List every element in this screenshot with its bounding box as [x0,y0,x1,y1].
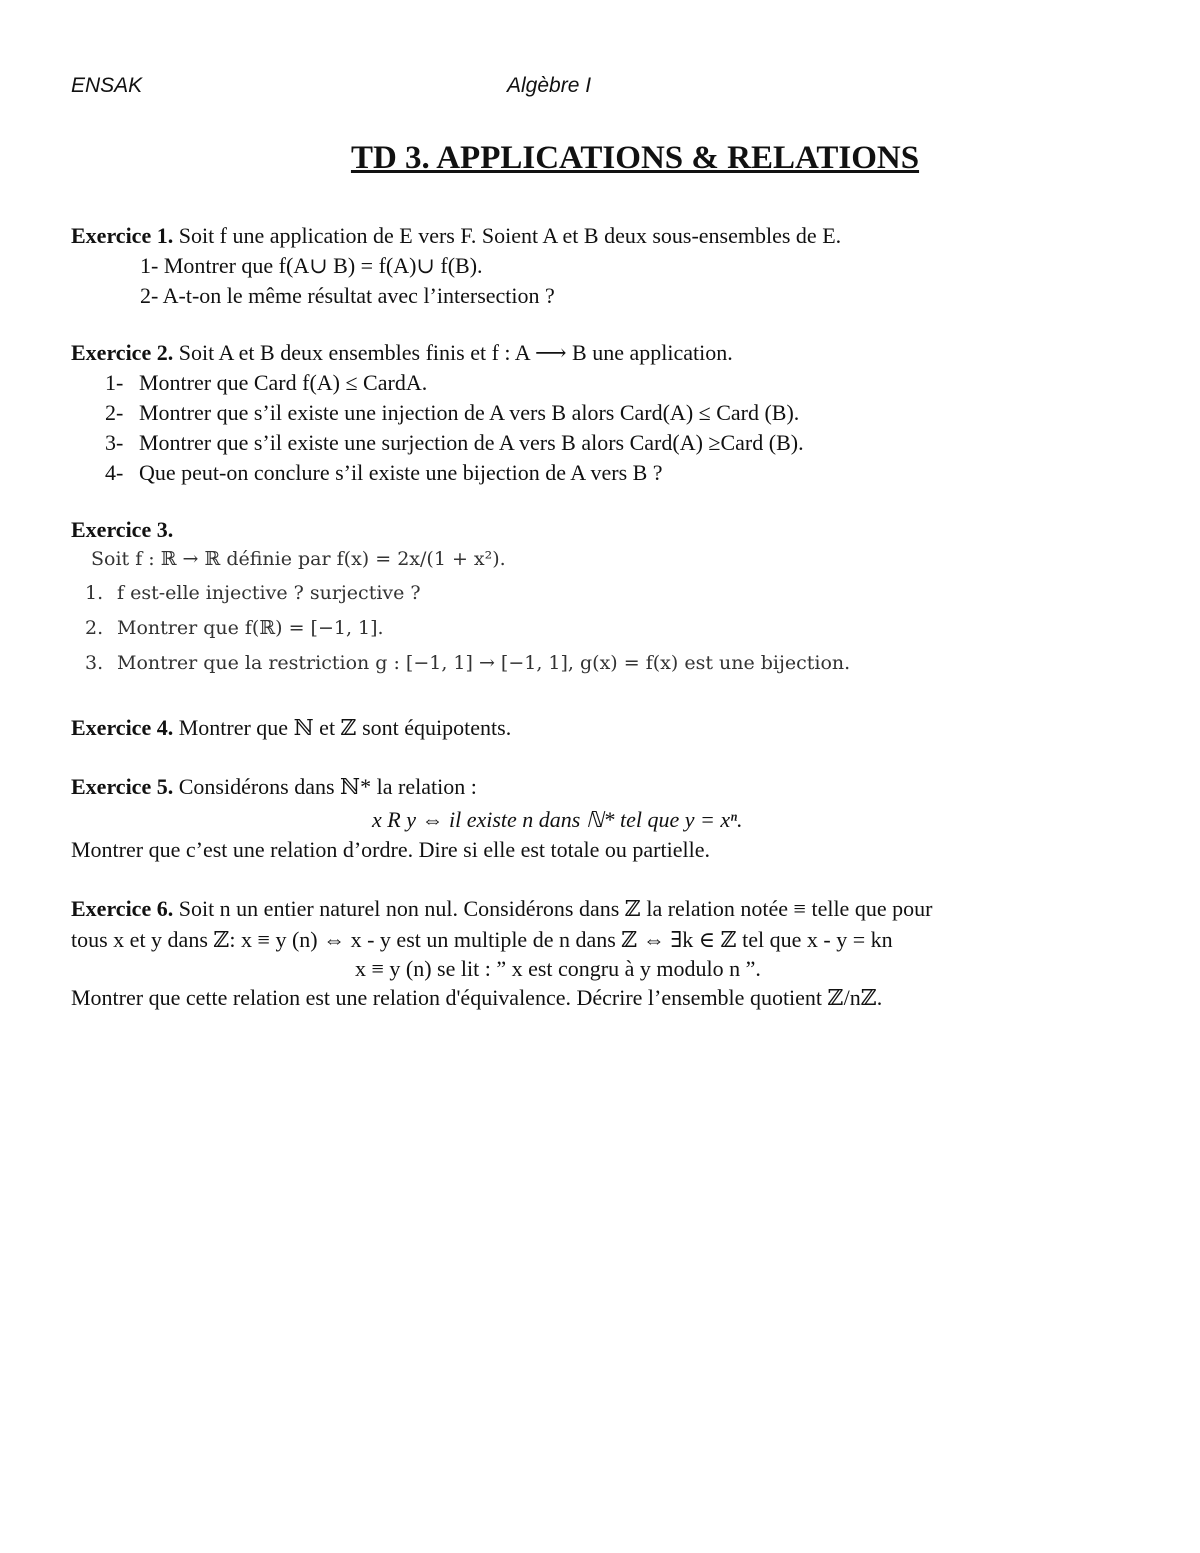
exercise-2-statement [71,339,733,367]
exercise-2-item-3: 3- Montrer que s’il existe une surjection de A vers B alors Card(A) ≥Card (B). [105,430,804,455]
exercise-6-line-1: Soit n un entier naturel non nul. Considérons dans ℤ la relation notée ≡ telle que pour [173,896,933,921]
exercise-4-label: Exercice 4. [71,715,174,740]
exercise-2-item-2: 2- Montrer que s’il existe une injection de A vers B alors Card(A) ≤ Card (B). [105,400,800,425]
exercise-5-conclusion: Montrer que c’est une relation d’ordre. Dire si elle est totale ou partielle. [71,837,710,862]
exercise-2-label: Exercice 2. [71,340,174,365]
exercise-1-statement [71,222,841,250]
exercise-3-item-2: 2. Montrer que f(ℝ) = [−1, 1]. [85,617,384,639]
exercise-5-statement [71,773,477,801]
exercise-3-item-3: 3. Montrer que la restriction g : [−1, 1] → [−1, 1], g(x) = f(x) est une bijection. [85,652,851,674]
exercise-5-label: Exercice 5. [71,774,174,799]
exercise-6-line-3: x ≡ y (n) se lit : ” x est congru à y modulo n ”. [355,956,761,981]
exercise-4-text: Montrer que ℕ et ℤ sont équipotents. [173,715,512,740]
exercise-2-text: Soit A et B deux ensembles finis et f : A ⟶ B une application. [173,340,733,365]
exercise-6-label: Exercice 6. [71,896,174,921]
exercise-5-text: Considérons dans ℕ* la relation : [173,774,477,799]
exercise-2-item-1: 1- Montrer que Card f(A) ≤ CardA. [105,370,428,395]
exercise-4-statement [71,714,511,742]
exercise-6-line-2: tous x et y dans ℤ: x ≡ y (n) ⇔ x - y est un multiple de n dans ℤ ⇔ ∃k ∈ ℤ tel que x - y = kn [71,927,893,952]
header-school: ENSAK [71,74,143,97]
exercise-1-item-2: 2- A-t-on le même résultat avec l’intersection ? [140,283,555,308]
header-course: Algèbre I [507,74,592,97]
exercise-1-label: Exercice 1. [71,223,174,248]
exercise-1-text: Soit f une application de E vers F. Soient A et B deux sous-ensembles de E. [173,223,842,248]
exercise-6-statement [71,895,932,923]
exercise-2-item-4: 4- Que peut-on conclure s’il existe une bijection de A vers B ? [105,460,663,485]
exercise-3-item-1: 1. f est-elle injective ? surjective ? [85,582,421,604]
exercise-3-intro: Soit f : ℝ → ℝ définie par f(x) = 2x/(1 + x²). [91,548,506,570]
exercise-6-line-4: Montrer que cette relation est une relation d'équivalence. Décrire l’ensemble quotient ℤ/nℤ. [71,985,883,1010]
exercise-5-formula: x R y ⇔ il existe n dans ℕ* tel que y = xⁿ. [372,807,743,832]
exercise-1-item-1: 1- Montrer que f(A∪ B) = f(A)∪ f(B). [140,253,483,278]
exercise-3-label: Exercice 3. [71,517,174,542]
page-title: TD 3. APPLICATIONS & RELATIONS [350,140,920,176]
